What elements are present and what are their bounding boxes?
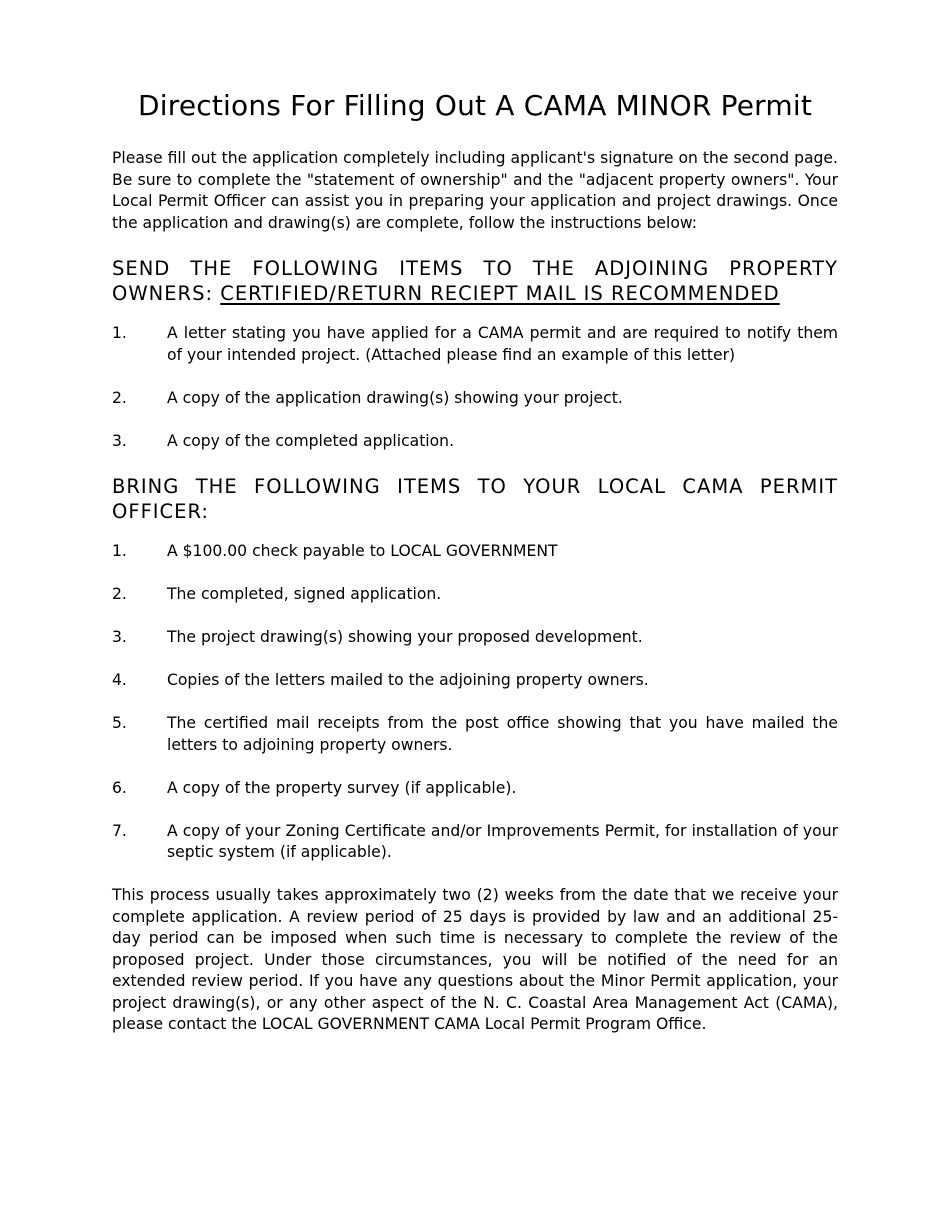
send-items-list xyxy=(112,323,838,452)
list-item-number: 4. xyxy=(112,671,127,689)
list-item-text: A copy of the property survey (if applicable). xyxy=(167,778,517,797)
list-item xyxy=(112,431,838,453)
list-item xyxy=(112,323,838,366)
intro-paragraph: Please fill out the application completely including applicant's signature on the second page. Be sure to complete the "statement of ownership" and the "adjacent property owners". Your Local Permit Officer can assist you in preparing your application and project drawings. Once the application and drawing(s) are complete, follow the instructions below: xyxy=(112,149,838,232)
list-item xyxy=(112,821,838,864)
list-item xyxy=(112,541,838,563)
list-item-text: The project drawing(s) showing your proposed development. xyxy=(167,628,643,646)
list-item-number: 5. xyxy=(112,714,127,732)
list-item-text: The completed, signed application. xyxy=(167,585,442,603)
closing-paragraph: This process usually takes approximately two (2) weeks from the date that we receive your complete application. A review period of 25 days is provided by law and an additional 25-day period can be imposed when such time is necessary to complete the review of the proposed project. Under those circumstances, you will be notified of the need for an extended review period. If you have any questions about the Minor Permit application, your project drawing(s), or any other aspect of the N. C. Coastal Area Management Act (CAMA), please contact the LOCAL GOVERNMENT CAMA Local Permit Program Office. xyxy=(112,886,838,1033)
list-item xyxy=(112,670,838,692)
list-item xyxy=(112,627,838,649)
list-item xyxy=(112,388,838,410)
document-title: Directions For Filling Out A CAMA MINOR Permit xyxy=(138,89,812,122)
document-page xyxy=(112,86,838,1036)
section-bring-heading: BRING THE FOLLOWING ITEMS TO YOUR LOCAL CAMA PERMIT OFFICER: xyxy=(112,475,838,523)
list-item-text: A copy of your Zoning Certificate and/or Improvements Permit, for installation of your septic system (if applicable). xyxy=(167,821,838,861)
list-item-number: 3. xyxy=(112,431,127,450)
list-item-text: Copies of the letters mailed to the adjoining property owners. xyxy=(167,671,649,689)
list-item-number: 6. xyxy=(112,778,127,797)
list-item-number: 7. xyxy=(112,821,127,840)
list-item-number: 2. xyxy=(112,585,127,603)
list-item-text: A $100.00 check payable to LOCAL GOVERNMENT xyxy=(167,542,558,560)
list-item-text: A copy of the application drawing(s) showing your project. xyxy=(167,388,623,407)
list-item xyxy=(112,713,838,756)
section-send-heading-underlined: CERTIFIED/RETURN RECIEPT MAIL IS RECOMMENDED xyxy=(220,282,780,305)
list-item-text: The certified mail receipts from the post office showing that you have mailed the letters to adjoining property owners. xyxy=(167,714,838,754)
list-item-text: A copy of the completed application. xyxy=(167,431,455,450)
list-item-text: A letter stating you have applied for a CAMA permit and are required to notify them of your intended project. (Attached please find an example of this letter) xyxy=(167,324,838,364)
list-item-number: 2. xyxy=(112,388,127,407)
list-item-number: 3. xyxy=(112,628,127,646)
list-item-number: 1. xyxy=(112,324,127,342)
section-send-heading xyxy=(112,256,838,306)
bring-items-list xyxy=(112,541,838,864)
list-item xyxy=(112,778,838,800)
section-send-heading-text: SEND THE FOLLOWING ITEMS TO THE ADJOINING PROPERTY OWNERS: xyxy=(112,257,838,305)
list-item-number: 1. xyxy=(112,542,127,560)
list-item xyxy=(112,584,838,606)
